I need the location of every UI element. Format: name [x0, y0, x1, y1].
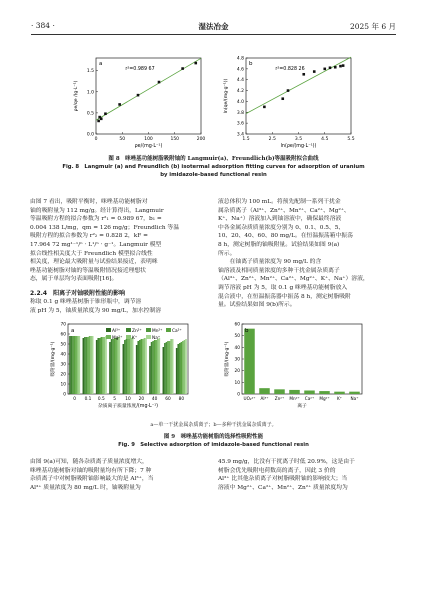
bar — [141, 339, 143, 394]
y-tick-label: 1.5 — [86, 69, 94, 75]
text-line: （Al³⁺、Zn²⁺、Mn²⁺、Ca²⁺、Mg²⁺、K⁺、Na⁺）溶液， — [218, 276, 369, 283]
bar — [167, 341, 169, 394]
bar — [126, 339, 128, 394]
x-axis-label: 杂质离子质量浓度/(mg·L⁻¹) — [97, 404, 159, 409]
legend-label: Zn²⁺ — [132, 329, 142, 334]
fig9-caption-cn: 图 9 咪唑基功能树脂的选择性吸附性能 — [163, 434, 264, 440]
x-tick-label: 50 — [119, 137, 126, 142]
y-tick-label: 10 — [60, 382, 66, 388]
text-line: 液总体积为 100 mL。将预先配制一系列干扰金 — [218, 199, 341, 205]
bar — [179, 343, 181, 394]
x-tick-label: 200 — [196, 137, 206, 142]
bar — [176, 348, 178, 394]
bar — [159, 338, 161, 394]
y-tick-label: 70 — [60, 322, 66, 328]
bar — [86, 337, 88, 394]
legend-swatch — [146, 335, 151, 339]
text-line: 树脂会优先吸附电荷数高的离子，因此 3 价的 — [218, 467, 336, 474]
bar — [151, 342, 153, 394]
legend-swatch — [166, 328, 171, 332]
text-line: 液 pH 为 5，铀质量浓度为 90 mg/L，加水控制溶 — [30, 307, 162, 314]
text-line: 等温吸附方程的拟合参数为 r²₁ = 0.989 67，b₁ = — [30, 216, 162, 223]
bar — [289, 390, 300, 394]
text-line: 咪唑基功能树脂对铀的吸附量均有所下降；7 种 — [30, 467, 152, 474]
x-tick-label: 0 — [73, 397, 77, 402]
bar — [96, 340, 98, 394]
x-axis-label: 离子 — [297, 404, 307, 409]
issue-date: 2025 年 6 月 — [349, 22, 396, 31]
bar — [87, 337, 89, 394]
text-line: 在铀离子质量浓度为 90 mg/L 的含 — [218, 259, 322, 266]
y-tick-label: 50 — [234, 334, 240, 340]
r2-label: r²=0.828 26 — [275, 67, 305, 72]
y-axis-label: ρe/qe /(g·L⁻¹) — [74, 80, 79, 112]
legend-label: K⁺ — [132, 336, 138, 341]
header-rule — [31, 34, 396, 35]
y-tick-label: 4.2 — [236, 89, 244, 95]
y-tick-label: 10 — [234, 380, 240, 386]
text-line: 相关度，理论最大吸附量与试验结果接近，表明咪 — [30, 259, 158, 266]
text-line: 由图 9(a)可知，随各杂质离子质量浓度增大， — [30, 459, 148, 465]
data-point — [118, 103, 121, 106]
y-tick-label: 0.0 — [86, 132, 94, 138]
y-tick-label: 30 — [60, 362, 66, 368]
data-point — [342, 64, 345, 67]
x-tick-label: 0.1 — [84, 397, 92, 402]
panel-label: a — [71, 328, 75, 334]
text-line: 铀溶液及相同质量浓度的多种干扰金属杂质离子 — [218, 267, 340, 274]
y-tick-label: 0 — [237, 392, 240, 398]
bar — [83, 338, 85, 394]
text-line: 量。试验结果如图 9(b)所示。 — [218, 302, 296, 309]
y-tick-label: 40 — [234, 345, 240, 351]
bar — [127, 339, 129, 394]
x-tick-label: 0 — [94, 137, 98, 142]
data-point — [104, 112, 107, 115]
legend-label: Mg²⁺ — [112, 336, 123, 341]
bottom-left-text — [30, 458, 210, 492]
x-tick-label: 10 — [125, 397, 131, 402]
x-tick-label: UO₂²⁺ — [243, 396, 256, 401]
bar — [170, 339, 172, 394]
bar — [77, 336, 79, 394]
bar — [349, 392, 360, 394]
legend-label: Na⁺ — [152, 336, 161, 341]
bar — [109, 342, 111, 394]
data-point — [302, 73, 305, 76]
bar — [259, 388, 270, 394]
x-tick-label: K⁺ — [337, 396, 342, 401]
y-axis-label: ln(qe/(mg·g⁻¹)) — [224, 78, 229, 114]
legend-swatch — [106, 328, 111, 332]
bar — [319, 391, 330, 394]
chart-panel — [223, 322, 362, 410]
bar — [139, 340, 141, 394]
text-line: 所示。 — [218, 250, 236, 257]
bar — [184, 340, 186, 394]
bottom-right-text — [218, 458, 398, 492]
bar — [334, 392, 345, 394]
x-tick-label: 5 — [113, 397, 117, 402]
right-column-text — [218, 198, 398, 310]
bar — [169, 341, 171, 394]
text-line: 10、20、40、60、80 mg/L。在恒温振荡箱中振荡 — [218, 233, 353, 240]
running-header — [31, 21, 396, 33]
x-tick-label: Mg²⁺ — [319, 396, 330, 401]
fig9-caption-en: Fig. 9 Selective adsorption of imidazole-based functional resin — [118, 441, 309, 448]
text-line: 由图 7 看出，吸附平衡时，咪唑基功能树脂对 — [30, 199, 148, 205]
y-tick-label: 20 — [60, 372, 66, 378]
text-line: 混合液中，在恒温振荡器中振荡 8 h，测定树脂吸附 — [218, 293, 351, 300]
y-tick-label: 4.8 — [236, 56, 244, 62]
panel-label: b — [245, 328, 249, 334]
legend-label: Mn²⁺ — [152, 329, 163, 334]
data-point — [100, 118, 103, 121]
figure-8 — [70, 50, 370, 152]
bar — [155, 340, 157, 394]
bar — [123, 344, 125, 394]
x-tick-label: 100 — [144, 137, 153, 142]
bar — [166, 342, 168, 394]
text-line: 17.964 72 mg¹⁻¹/ⁿ · L¹/ⁿ · g⁻¹。Langmuir 模型 — [30, 241, 162, 248]
legend-swatch — [106, 335, 111, 339]
bar — [114, 338, 116, 394]
bar — [274, 389, 285, 394]
y-tick-label: 4.4 — [236, 78, 244, 84]
bar — [79, 336, 81, 394]
x-tick-label: Mn²⁺ — [289, 396, 300, 401]
x-axis-label: ln(ρe/(mg·L⁻¹)) — [280, 144, 317, 149]
text-line: 铀的吸附量为 112 mg/g。经计算得出，Langmuir — [30, 207, 164, 214]
bar — [69, 336, 71, 394]
y-tick-label: 60 — [234, 322, 240, 328]
legend-swatch — [146, 328, 151, 332]
bar — [124, 340, 126, 394]
text-line: 调节溶液 pH 为 5，取 0.1 g 咪唑基功能树脂放入 — [218, 284, 348, 291]
bar — [157, 339, 159, 394]
data-point — [339, 65, 342, 68]
plot-frame — [242, 324, 362, 394]
bar — [129, 338, 131, 394]
text-line: Al³⁺ 质量浓度为 80 mg/L 时，铀吸附量为 — [30, 484, 141, 491]
bar — [99, 338, 101, 394]
x-tick-label: 60 — [165, 397, 171, 402]
y-tick-label: 50 — [60, 342, 66, 348]
page-number: · 384 · — [31, 21, 55, 30]
data-point — [287, 89, 290, 92]
text-line: 8 h，测定树脂的铀吸附量。试验结果如图 9(a) — [218, 241, 340, 248]
text-line: 拟合线性相关度大于 Freundlich 模型拟合线性 — [30, 250, 153, 257]
bar — [137, 341, 139, 394]
x-tick-label: Zn²⁺ — [274, 396, 285, 401]
legend-label: Ca²⁺ — [172, 329, 182, 334]
text-line: 称取 0.1 g 咪唑基树脂于锥形瓶中，调节溶 — [30, 299, 142, 305]
bar — [75, 336, 77, 394]
x-tick-label: 0.5 — [97, 397, 105, 402]
bar — [97, 338, 99, 394]
text-line: 唑基功能树脂对铀的等温吸附情况接近理想状 — [30, 267, 146, 274]
bar — [154, 340, 156, 394]
fig9-subcaption: a—单一干扰金属杂质离子；b—多种干扰金属杂质离子。 — [150, 422, 277, 428]
y-tick-label: 30 — [234, 357, 240, 363]
data-point — [181, 67, 184, 70]
data-point — [323, 68, 326, 71]
bar — [84, 337, 86, 394]
bar — [130, 338, 132, 394]
x-tick-label: 80 — [178, 397, 185, 402]
data-point — [137, 94, 140, 97]
x-tick-label: Ca²⁺ — [304, 396, 315, 401]
data-point — [158, 81, 161, 84]
y-axis-label: 吸附量/(mg·g⁻¹) — [225, 341, 230, 377]
bar — [104, 337, 106, 394]
y-tick-label: 40 — [60, 352, 66, 358]
bar — [149, 346, 151, 394]
text-line: Al³⁺ 比其他杂质离子对树脂吸附铀的影响较大；当 — [218, 476, 348, 483]
fig9-caption — [20, 434, 407, 450]
legend-label: Al³⁺ — [112, 329, 121, 334]
x-tick-label: Al³⁺ — [260, 396, 269, 401]
text-line: 吸附方程的拟合参数为 r²₂ = 0.828 2，kF = — [30, 233, 148, 240]
y-tick-label: 3.6 — [236, 121, 244, 127]
fit-line — [246, 57, 351, 114]
y-tick-label: 3.8 — [236, 110, 244, 116]
text-line: 0.004 138 L/mg，qm = 126 mg/g；Freundlich 等温 — [30, 224, 180, 231]
y-tick-label: 20 — [234, 369, 240, 375]
section-heading: 2.2.4 阳离子对铀吸附性能的影响 — [30, 290, 126, 297]
x-tick-label: 2.5 — [268, 137, 276, 142]
text-line: 溶液中 Mg²⁺、Ca²⁺、Mn²⁺、Zn²⁺ 质量浓度均为 — [218, 484, 348, 491]
fig8-caption — [20, 156, 407, 179]
text-line: 杂质离子中对树脂吸附铀影响最大的是 Al³⁺，当 — [30, 476, 154, 483]
data-point — [281, 97, 284, 100]
x-tick-label: Na⁺ — [350, 396, 359, 401]
y-tick-label: 0.5 — [86, 111, 94, 117]
y-tick-label: 4.0 — [236, 99, 244, 105]
figure-9 — [40, 318, 390, 420]
x-tick-label: 150 — [170, 137, 180, 142]
x-tick-label: 20 — [138, 397, 145, 402]
bar — [164, 343, 166, 394]
bar — [90, 336, 92, 394]
data-point — [334, 66, 337, 69]
bar — [111, 339, 113, 394]
bar — [112, 339, 114, 394]
data-point — [263, 106, 266, 109]
y-tick-label: 60 — [60, 332, 66, 338]
text-line: 中各金属杂质质量浓度分别为 0、0.1、0.5、5、 — [218, 224, 345, 231]
r2-label: r²=0.989 67 — [125, 67, 155, 72]
fig8-caption-en-1: Fig. 8 Langmuir (a) and Freundlich (b) isotermal adsorption fitting curves for adsorption of uranium — [62, 163, 365, 170]
bar — [304, 391, 315, 395]
fig8-caption-en-2: by imidazole-based functional resin — [160, 171, 267, 178]
bar — [152, 341, 154, 394]
legend-swatch — [126, 335, 131, 339]
bar — [132, 337, 134, 394]
data-point — [329, 66, 332, 69]
bar — [89, 336, 91, 394]
panel-label: a — [99, 61, 103, 67]
x-tick-label: 5.5 — [347, 137, 355, 142]
data-point — [313, 70, 316, 73]
legend-swatch — [126, 328, 131, 332]
chart-panel — [49, 322, 188, 410]
bar — [92, 336, 94, 394]
left-column-text — [30, 198, 210, 284]
bar — [144, 338, 146, 394]
bar — [163, 347, 165, 394]
data-point — [97, 120, 100, 123]
y-tick-label: 3.4 — [236, 132, 244, 138]
bar — [185, 339, 187, 394]
bar — [115, 338, 117, 394]
y-tick-label: 0 — [63, 392, 66, 398]
y-tick-label: 1.0 — [86, 90, 94, 96]
text-line: 属杂质离子（Al³⁺、Zn²⁺、Mn²⁺、Ca²⁺、Mg²⁺、 — [218, 207, 350, 214]
chart-panel — [223, 56, 355, 150]
x-tick-label: 1.5 — [242, 137, 250, 142]
text-line: K⁺、Na⁺）溶液加入到铀溶液中，确保最终溶液 — [218, 216, 342, 223]
y-axis-label: 吸附量/(mg·g⁻¹) — [51, 341, 56, 377]
bar — [182, 341, 184, 394]
journal-name: 湿法冶金 — [198, 22, 229, 31]
bar — [136, 345, 138, 394]
panel-label: b — [249, 61, 253, 67]
bar — [74, 336, 76, 394]
text-line: 态，属于单层均匀表面吸附[16]。 — [30, 276, 118, 283]
y-tick-label: 4.6 — [236, 67, 244, 73]
x-tick-label: 3.5 — [294, 137, 303, 142]
bar — [142, 339, 144, 394]
bar — [172, 339, 174, 394]
bar — [119, 337, 121, 394]
bar — [102, 337, 104, 394]
bar — [244, 329, 255, 394]
bar — [145, 338, 147, 394]
bar — [117, 337, 119, 394]
text-line: 45.9 mg/g，比没有干扰离子时低 20.9%，这是由于 — [218, 459, 355, 465]
bar — [105, 336, 107, 394]
bar — [177, 344, 179, 394]
x-tick-label: 4.5 — [321, 137, 329, 142]
x-tick-label: 40 — [151, 397, 158, 402]
fig8-caption-cn: 图 8 咪唑基功能树脂吸附铀的 Langmuir(a)、Freundlich(b)等温吸附拟合曲线 — [108, 156, 319, 162]
bar — [101, 337, 103, 394]
bar — [71, 336, 73, 394]
data-point — [194, 62, 197, 65]
bar — [72, 336, 74, 394]
x-axis-label: ρe/(mg·L⁻¹) — [134, 144, 163, 149]
chart-panel — [73, 58, 205, 149]
bar — [181, 342, 183, 394]
left-column-text-2 — [30, 298, 210, 315]
